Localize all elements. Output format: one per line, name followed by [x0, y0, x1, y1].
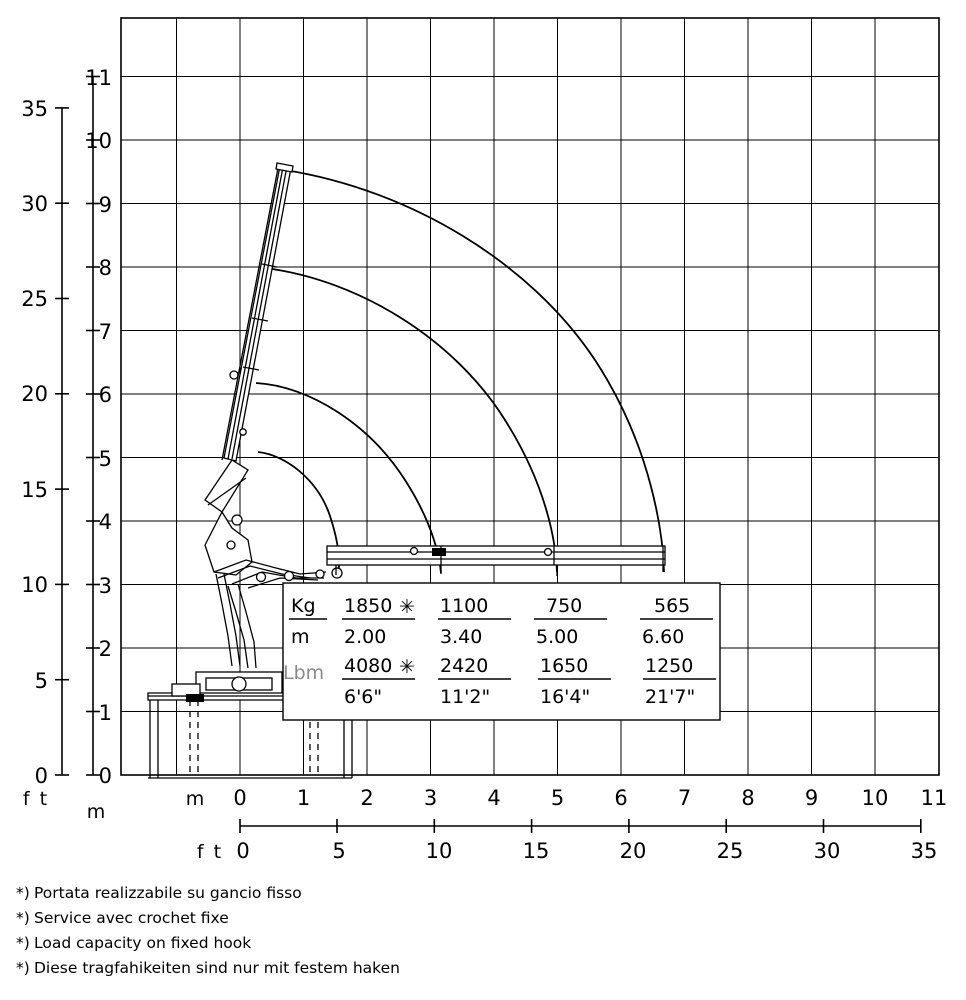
crane-boom-lower: [205, 460, 252, 575]
left-axis-ft-unit: f t: [22, 788, 50, 810]
left-axis-m-labels: [85, 66, 112, 788]
crane-horizontal-arm: [327, 546, 665, 576]
table-label-kg: Kg: [291, 595, 316, 617]
table-ft-2: 11'2": [440, 686, 491, 708]
svg-text:10: 10: [861, 786, 889, 810]
svg-text:10: 10: [21, 573, 48, 597]
svg-text:5: 5: [332, 839, 346, 863]
footnote-text: Portata realizzabile su gancio fisso: [34, 884, 302, 902]
svg-text:10: 10: [85, 129, 112, 153]
table-ft-4: 21'7": [645, 686, 696, 708]
table-kg-1: 1850: [344, 595, 393, 617]
reach-arcs: [256, 170, 664, 575]
svg-text:0: 0: [98, 764, 112, 788]
svg-text:35: 35: [910, 839, 938, 863]
footnote-marker: *): [16, 884, 30, 902]
svg-text:30: 30: [21, 192, 48, 216]
table-kg-2: 1100: [440, 595, 489, 617]
arc-2: [256, 383, 441, 573]
table-m-3: 5.00: [536, 626, 579, 648]
footnote-text: Diese tragfahikeiten sind nur mit festem haken: [34, 959, 400, 977]
bottom-axis-m-labels: [233, 786, 947, 810]
svg-text:10: 10: [425, 839, 453, 863]
bottom-axis-ft-labels: [236, 839, 937, 863]
svg-text:0: 0: [236, 839, 250, 863]
svg-text:7: 7: [677, 786, 692, 810]
svg-text:20: 20: [619, 839, 647, 863]
svg-text:2: 2: [360, 786, 374, 810]
svg-text:11: 11: [85, 66, 112, 90]
footnote-marker: *): [16, 959, 30, 977]
svg-text:1: 1: [98, 701, 112, 725]
svg-text:9: 9: [98, 193, 112, 217]
footnote-text: Service avec crochet fixe: [34, 909, 229, 927]
svg-text:0: 0: [233, 786, 247, 810]
crane-boom-upper: [222, 163, 293, 461]
table-lbm-star-1: ✳: [399, 656, 415, 678]
svg-text:25: 25: [716, 839, 744, 863]
table-ft-3: 16'4": [540, 686, 591, 708]
svg-text:8: 8: [98, 256, 112, 280]
load-capacity-table: [283, 583, 720, 720]
svg-text:8: 8: [741, 786, 755, 810]
svg-text:9: 9: [804, 786, 819, 810]
left-axis-ft: [55, 108, 69, 775]
table-lbm-4: 1250: [645, 655, 694, 677]
table-lbm-3: 1650: [540, 655, 589, 677]
table-ft-1: 6'6": [344, 686, 383, 708]
table-kg-star-1: ✳: [399, 596, 415, 618]
svg-text:5: 5: [34, 669, 48, 693]
table-m-4: 6.60: [642, 626, 685, 648]
svg-text:6: 6: [614, 786, 628, 810]
table-m-2: 3.40: [440, 626, 483, 648]
svg-text:7: 7: [98, 320, 112, 344]
left-axis-m-unit: m: [86, 801, 108, 823]
svg-text:30: 30: [813, 839, 841, 863]
footnotes: [16, 884, 716, 984]
left-axis-ft-labels: [21, 97, 48, 788]
bottom-axis-ft: [240, 819, 921, 833]
svg-text:1: 1: [296, 786, 311, 810]
table-lbm-2: 2420: [440, 655, 489, 677]
footnote-row: [16, 909, 716, 934]
table-label-m: m: [291, 626, 310, 648]
svg-text:0: 0: [34, 764, 48, 788]
svg-text:5: 5: [98, 447, 112, 471]
svg-text:15: 15: [522, 839, 550, 863]
svg-text:3: 3: [423, 786, 438, 810]
svg-text:4: 4: [98, 510, 112, 534]
bottom-axis-ft-unit: f t: [196, 841, 224, 863]
table-kg-4: 565: [654, 595, 691, 617]
left-axis-m: [86, 77, 100, 776]
svg-text:15: 15: [21, 478, 48, 502]
svg-text:35: 35: [21, 97, 48, 121]
svg-text:3: 3: [98, 574, 112, 598]
footnote-text: Load capacity on fixed hook: [34, 934, 252, 952]
svg-text:25: 25: [21, 287, 48, 311]
table-lbm-1: 4080: [344, 655, 393, 677]
footnote-marker: *): [16, 934, 30, 952]
table-label-lbm: Lbm: [283, 662, 325, 684]
arc-4: [285, 170, 664, 572]
svg-text:4: 4: [487, 786, 501, 810]
table-m-1: 2.00: [344, 626, 387, 648]
svg-text:2: 2: [98, 637, 112, 661]
footnote-marker: *): [16, 909, 30, 927]
footnote-row: [16, 934, 716, 959]
arc-3: [265, 268, 557, 572]
table-kg-3: 750: [546, 595, 583, 617]
footnote-row: [16, 884, 716, 909]
footnote-row: [16, 959, 716, 984]
bottom-axis-m-unit: m: [185, 788, 207, 810]
svg-text:11: 11: [920, 786, 948, 810]
svg-text:6: 6: [98, 383, 112, 407]
svg-text:20: 20: [21, 382, 48, 406]
svg-text:5: 5: [550, 786, 565, 810]
